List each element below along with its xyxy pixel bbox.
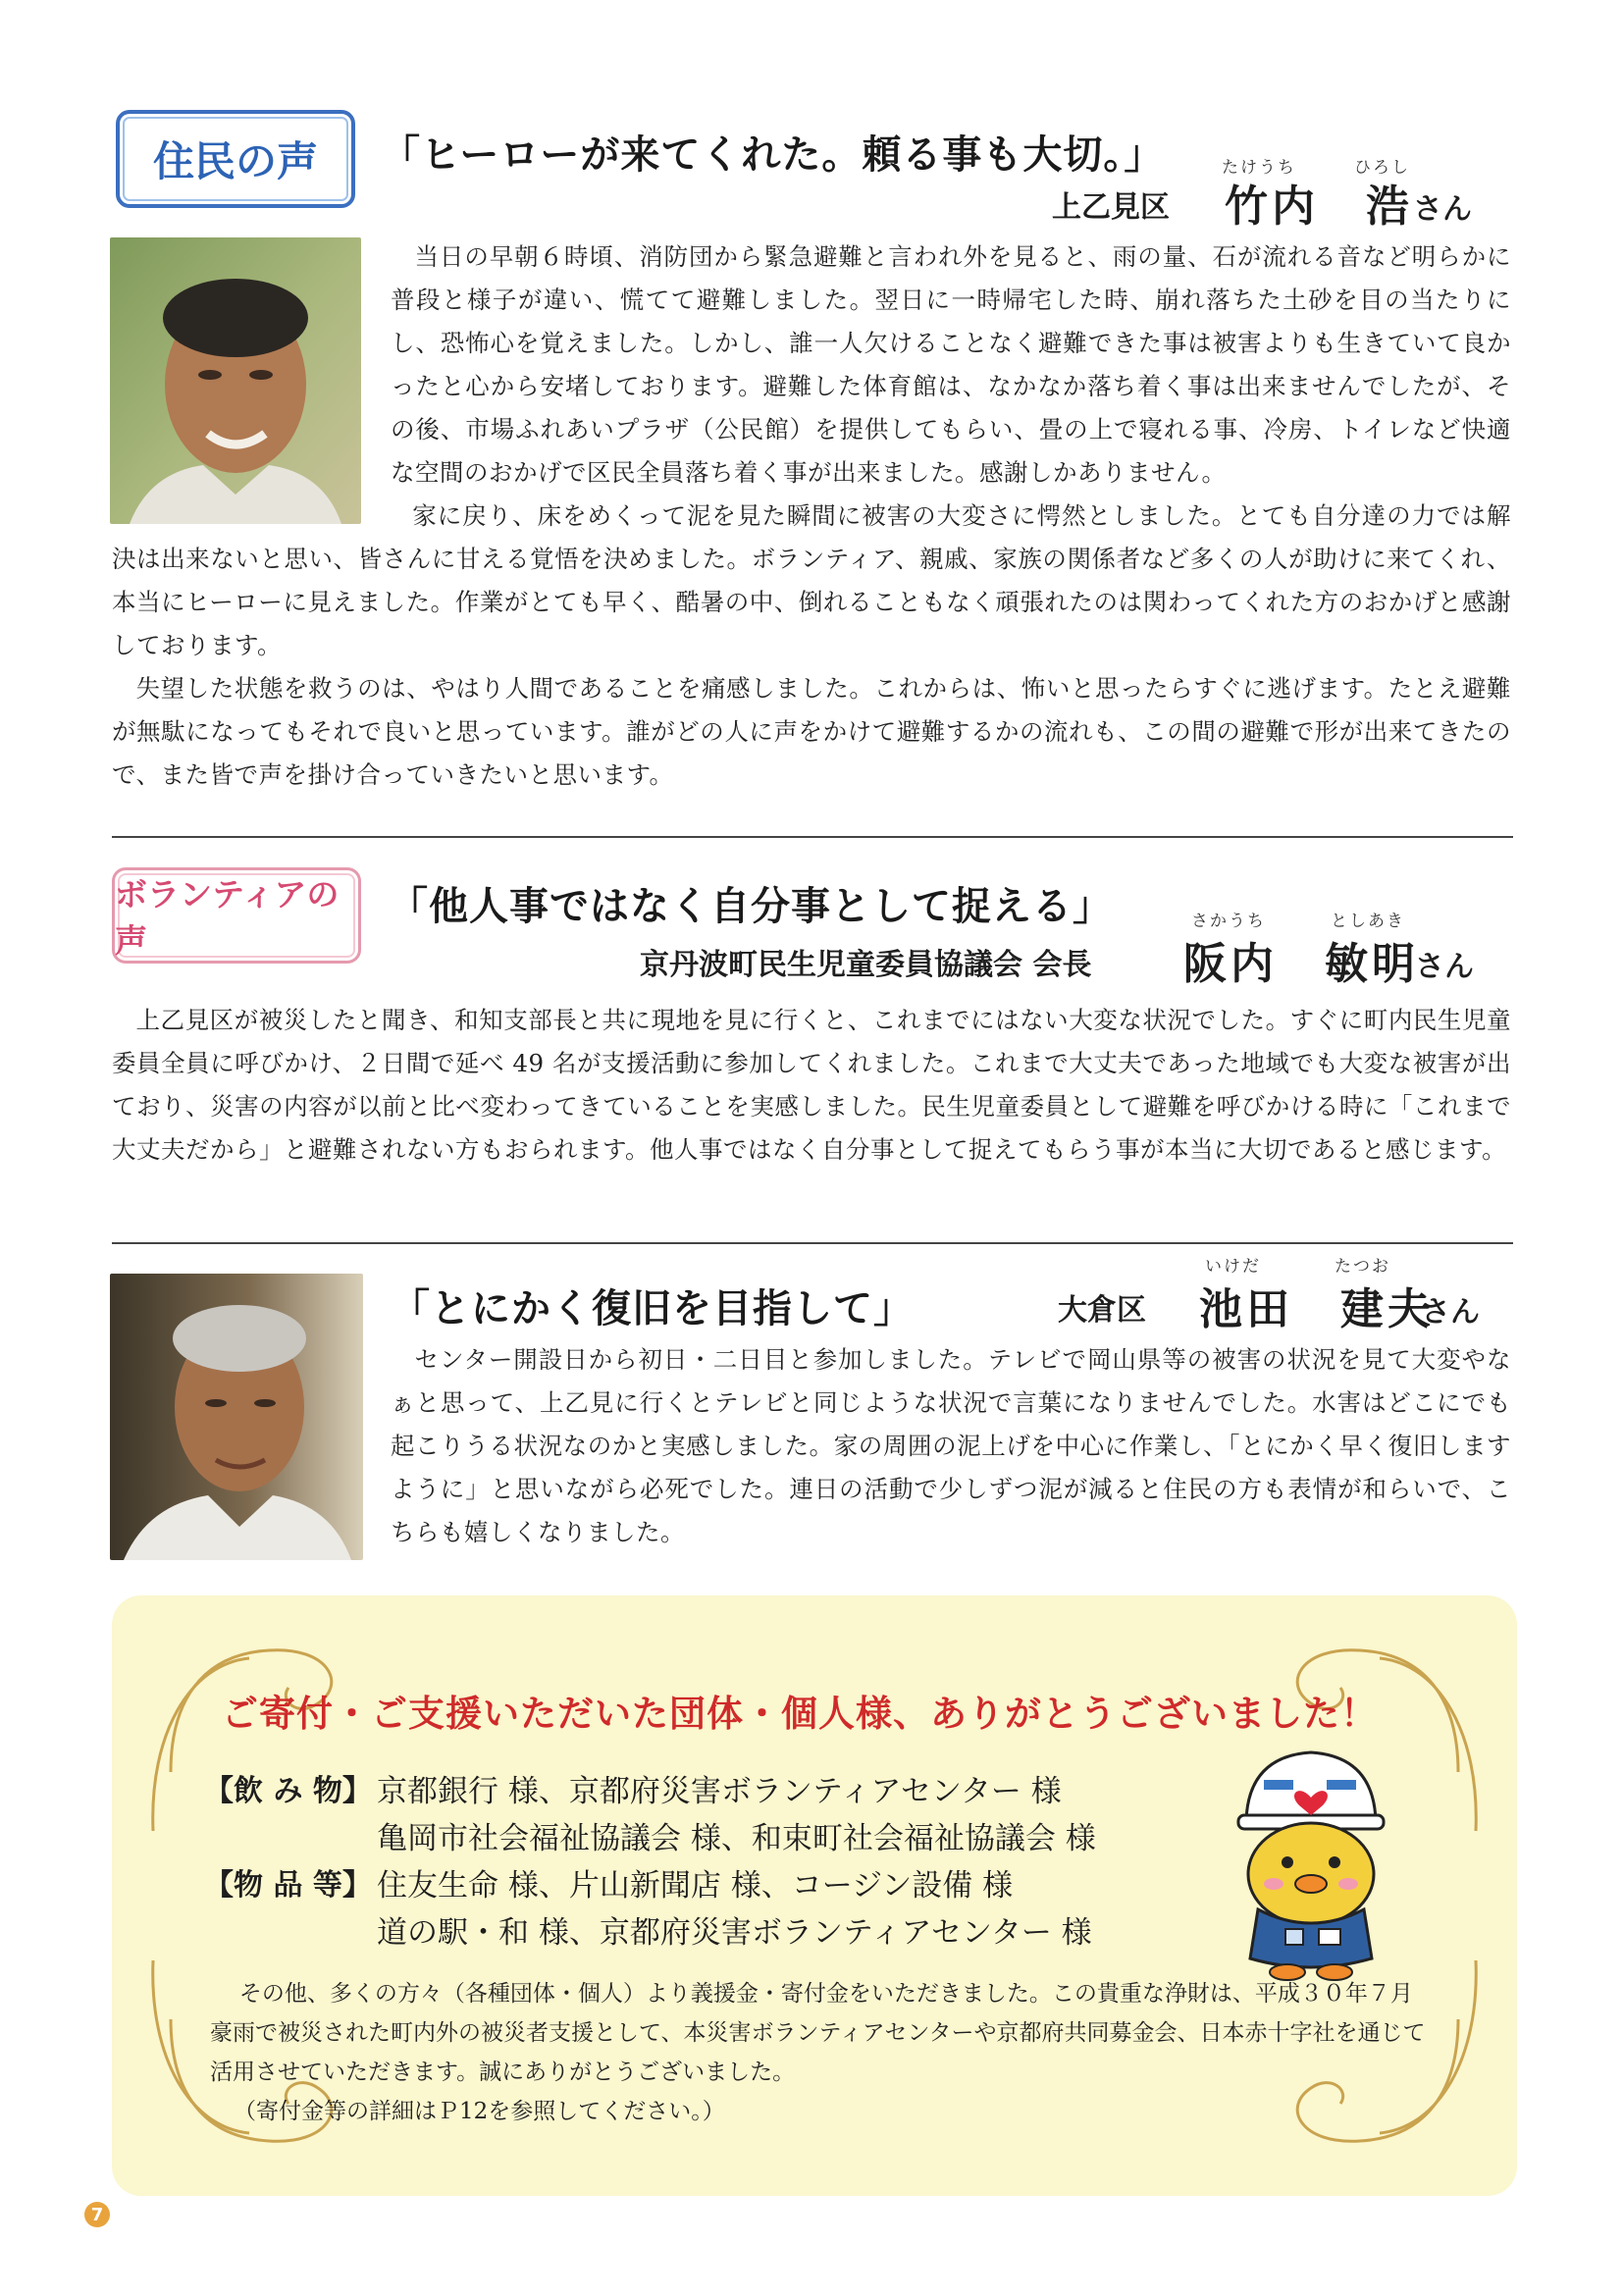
page-number: 7 [90,2204,104,2225]
volunteer-portrait-photo [110,1274,363,1560]
page-number-badge [84,2202,110,2227]
volunteer-name-ruby-family: さかうち [1191,912,1266,931]
goods-line: 住友生命 様、片山新聞店 様、コージン設備 様 [377,1868,1014,1904]
volunteer-honorific: さん [1415,950,1474,984]
volunteer2-name-ruby-given: たつお [1335,1257,1390,1277]
resident-paragraph-2: 家に戻り、床をめくって泥を見た瞬間に被害の大変さに愕然としました。とても自分達の力では解決は出来ないと思い、皆さんに甘える覚悟を決めました。ボランティア、親戚、家族の関係者など多くの人が助けに来てくれ、本当にヒーローに見えました。作業がとても早く、酷暑の中、倒れることもなく頑張れたのは関わってくれた方のおかげと感謝しております。 [112,501,1511,659]
volunteer2-name: 池田 建夫 [1199,1284,1435,1334]
volunteer-voice-tag [112,867,361,964]
resident-honorific: さん [1413,192,1472,227]
volunteer2-headline: 「とにかく復旧を目指して」 [391,1286,914,1331]
resident-portrait-photo [110,237,361,524]
volunteer2-honorific: さん [1421,1295,1480,1330]
resident-name: 竹内 浩 [1225,182,1413,232]
resident-name-ruby-given: ひろし [1354,158,1410,178]
resident-paragraph-3: 失望した状態を救うのは、やはり人間であることを痛感しました。これからは、怖いと思ったらすぐに逃げます。たとえ避難が無駄になってもそれで良いと思っています。誰がどの人に声をかけて避難するかの流れも、この間の避難で形が出来てきたので、また皆で声を掛け合っていきたいと思います。 [112,674,1511,789]
goods-line: 道の駅・和 様、京都府災害ボランティアセンター 様 [377,1915,1092,1951]
volunteer2-district: 大倉区 [1058,1293,1146,1328]
volunteer-name: 阪内 敏明 [1183,939,1419,989]
donation-thanks-title: ご寄付・ご支援いただいた団体・個人様、ありがとうございました！ [222,1693,1378,1735]
drinks-line: 京都銀行 様、京都府災害ボランティアセンター 様 [377,1774,1062,1809]
goods-label: 【物 品 等】 [204,1868,372,1903]
resident-voice-tag [116,110,355,208]
section-divider [112,836,1513,838]
section-divider [112,1242,1513,1244]
mascot-helmet-character-icon [1229,1737,1393,1982]
volunteer2-name-ruby-family: いけだ [1205,1257,1261,1277]
volunteer-voice-tag-label: ボランティアの声 [115,875,340,960]
volunteer-name-ruby-given: としあき [1331,912,1405,931]
resident-district: 上乙見区 [1052,190,1170,225]
volunteer-paragraph: 上乙見区が被災したと聞き、和知支部長と共に現地を見に行くと、これまでにはない大変な状況でした。すぐに町内民生児童委員全員に呼びかけ、２日間で延べ 49 名が支援活動に参加してくれました。これまで大丈夫であった地域でも大変な被害が出ており、災害の内容が以前と比べ変わってきていることを実感しました。民生児童委員として避難を呼びかける時に「これまで大丈夫だから」と避難されない方もおられます。他人事ではなく自分事として捉えてもらう事が本当に大切であると感じます。 [112,1006,1511,1164]
volunteer2-paragraph: センター開設日から初日・二日目と参加しました。テレビで岡山県等の被害の状況を見て大変やなぁと思って、上乙見に行くとテレビと同じような状況で言葉になりませんでした。水害はどこにでも起こりうる状況なのかと実感しました。家の周囲の泥上げを中心に作業し、「とにかく早く復旧しますように」と思いながら必死でした。連日の活動で少しずつ泥が減ると住民の方も表情が和らいで、こちらも嬉しくなりました。 [391,1345,1511,1546]
drinks-label: 【飲 み 物】 [204,1774,372,1808]
drinks-line: 亀岡市社会福祉協議会 様、和束町社会福祉協議会 様 [377,1821,1096,1856]
donation-note-detail: （寄付金等の詳細はＰ12を参照してください。） [234,2099,725,2124]
resident-paragraph-1: 当日の早朝６時頃、消防団から緊急避難と言われ外を見ると、雨の量、石が流れる音など明らかに普段と様子が違い、慌てて避難しました。翌日に一時帰宅した時、崩れ落ちた土砂を目の当たりにし、恐怖心を覚えました。しかし、誰一人欠けることなく避難できた事は被害よりも生きていて良かったと心から安堵しております。避難した体育館は、なかなか落ち着く事は出来ませんでしたが、その後、市場ふれあいプラザ（公民館）を提供してもらい、畳の上で寝れる事、冷房、トイレなど快適な空間のおかげで区民全員落ち着く事が出来ました。感謝しかありません。 [391,242,1511,487]
volunteer-headline: 「他人事ではなく自分事として捉える」 [389,884,1113,929]
resident-voice-tag-label: 住民の声 [152,137,318,185]
volunteer-organization: 京丹波町民生児童委員協議会 会長 [640,948,1092,982]
resident-name-ruby-family: たけうち [1222,158,1296,178]
donation-note: その他、多くの方々（各種団体・個人）より義援金・寄付金をいただきました。この貴重な浄財は、平成３０年７月豪雨で被災された町内外の被災者支援として、本災害ボランティアセンターや京都府共同募金会、日本赤十字社を通じて活用させていただきます。誠にありがとうございました。 [210,1981,1426,2085]
resident-headline: 「ヒーローが来てくれた。頼る事も大切。」 [381,132,1165,178]
